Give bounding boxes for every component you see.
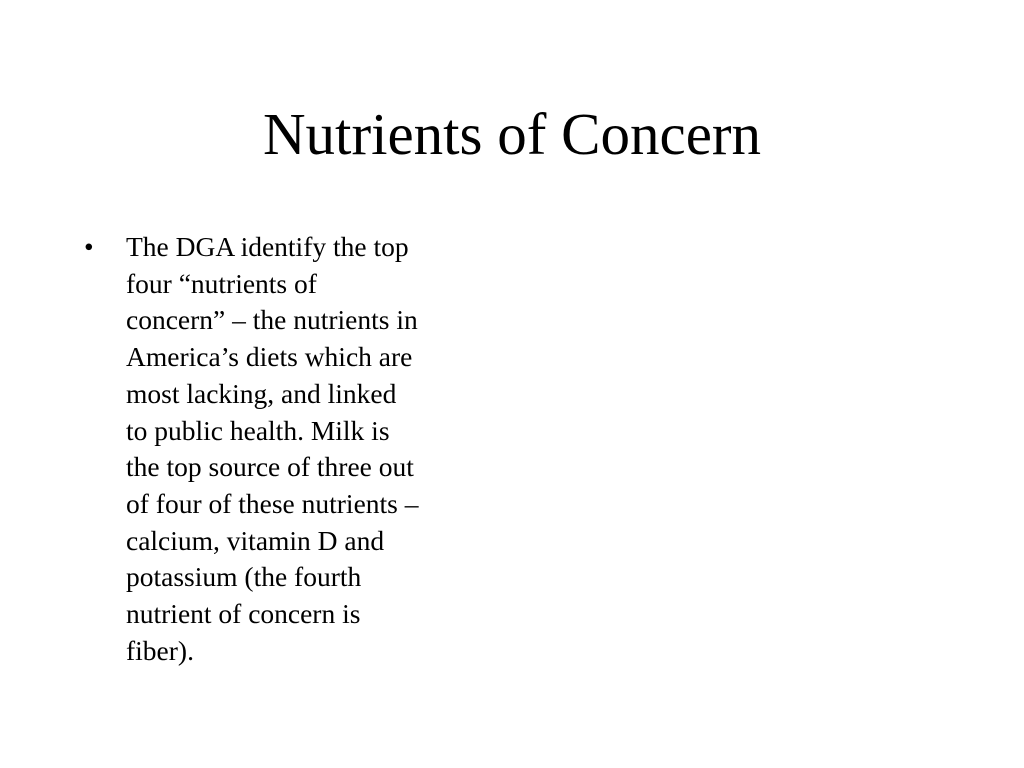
bullet-text-line: America’s diets which are <box>126 341 413 373</box>
bullet-text-line: four “nutrients of <box>126 267 317 299</box>
bullet-item <box>84 229 504 669</box>
bullet-text-line: The DGA identify the top <box>126 231 409 262</box>
bullet-list <box>84 229 504 669</box>
bullet-text-line: concern” – the nutrients in <box>126 304 418 336</box>
bullet-text-line: potassium (the fourth <box>126 561 362 593</box>
bullet-text-line: of four of these nutrients – <box>126 487 419 519</box>
bullet-text-line: fiber). <box>126 634 194 666</box>
bullet-text-line: to public health. Milk is <box>126 414 390 446</box>
bullet-text-line: nutrient of concern is <box>126 598 361 630</box>
bullet-text-line: the top source of three out <box>126 451 414 483</box>
slide-title: Nutrients of Concern <box>262 101 762 167</box>
bullet-marker-icon: • <box>84 231 94 262</box>
bullet-text-line: most lacking, and linked <box>126 377 397 409</box>
bullet-text-line: calcium, vitamin D and <box>126 524 385 556</box>
